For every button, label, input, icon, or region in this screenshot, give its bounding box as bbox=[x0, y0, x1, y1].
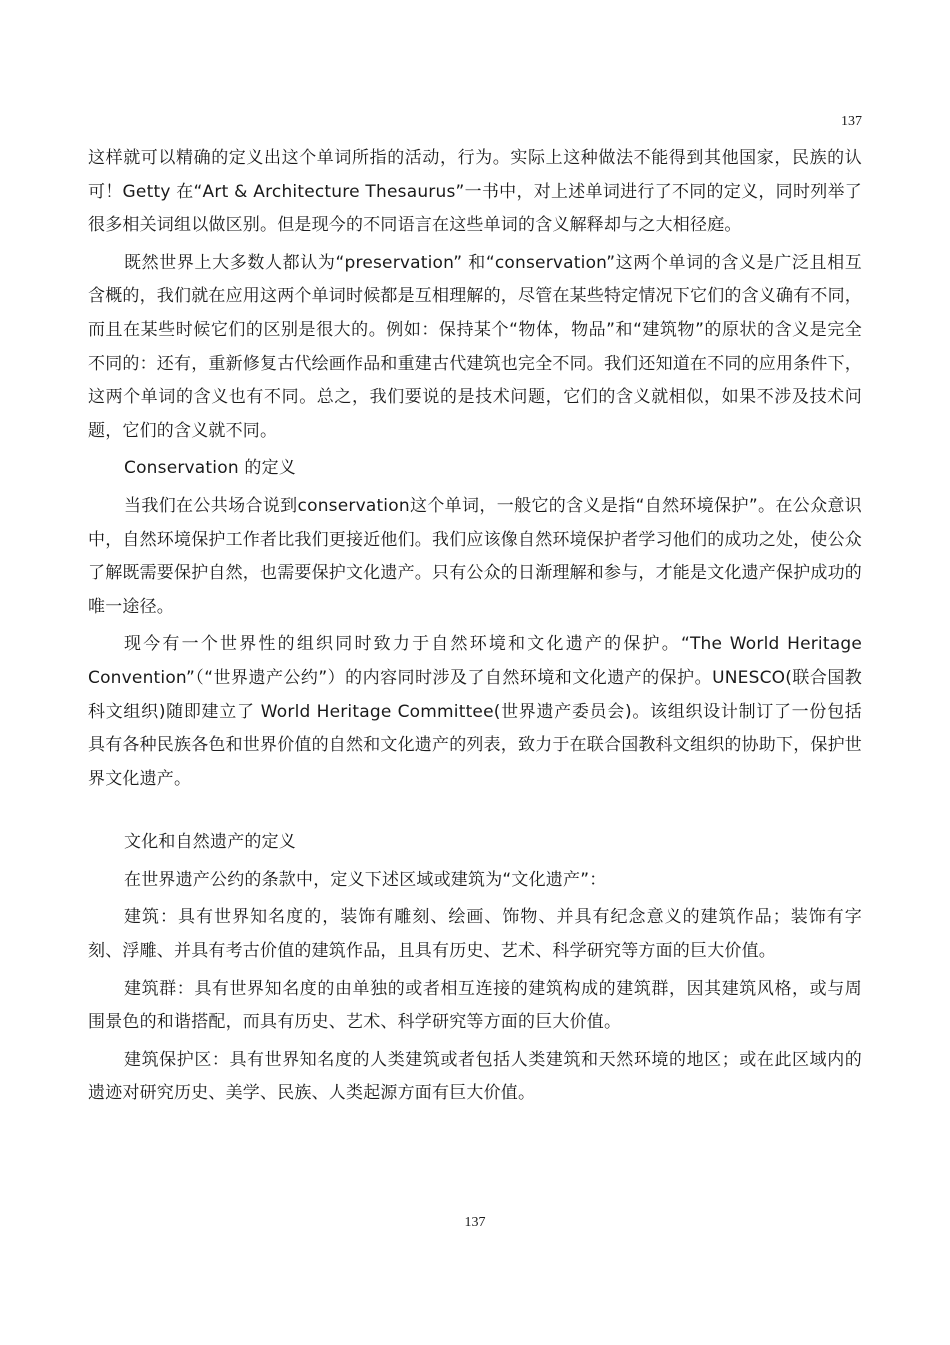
paragraph-building-groups: 建筑群：具有世界知名度的由单独的或者相互连接的建筑构成的建筑群，因其建筑风格，或与周围景色的和谐搭配，而具有历史、艺术、科学研究等方面的巨大价值。 bbox=[88, 978, 862, 1033]
paragraph-convention-terms: 在世界遗产公约的条款中，定义下述区域或建筑为“文化遗产”： bbox=[124, 869, 607, 890]
section-gap bbox=[88, 800, 862, 826]
page-number-bottom: 137 bbox=[464, 1215, 486, 1230]
paragraph-buildings: 建筑：具有世界知名度的，装饰有雕刻、绘画、饰物、并具有纪念意义的建筑作品；装饰有字刻、浮雕、并具有考古价值的建筑作品，且具有历史、艺术、科学研究等方面的巨大价值。 bbox=[88, 907, 862, 962]
paragraph-world-heritage: 现今有一个世界性的组织同时致力于自然环境和文化遗产的保护。“The World Heritage Convention”（“世界遗产公约”）的内容同时涉及了自然环境和文化遗产的保护。UNESCO(联合国教科文组织)随即建立了 World Heritage Committee(世界遗产委员会)。该组织设计制订了一份包括具有各种民族各色和世界价值的自然和文化遗产的列表，致力于在联合国教科文组织的协助下，保护世界文化遗产。 bbox=[88, 634, 862, 789]
heading-heritage-definition: 文化和自然遗产的定义 bbox=[124, 832, 296, 853]
paragraph-public-conservation: 当我们在公共场合说到conservation这个单词，一般它的含义是指“自然环境保护”。在公众意识中，自然环境保护工作者比我们更接近他们。我们应该像自然环境保护者学习他们的成功之处，使公众了解既需要保护自然，也需要保护文化遗产。只有公众的日渐理解和参与，才能是文化遗产保护成功的唯一途径。 bbox=[88, 495, 862, 617]
paragraph-preservation-conservation: 既然世界上大多数人都认为“preservation” 和“conservation”这两个单词的含义是广泛且相互含概的，我们就在应用这两个单词时候都是互相理解的，尽管在某些特定情况下它们的含义确有不同，而且在某些时候它们的区别是很大的。例如：保持某个“物体，物品”和“建筑物”的原状的含义是完全不同的：还有，重新修复古代绘画作品和重建古代建筑也完全不同。我们还知道在不同的应用条件下，这两个单词的含义也有不同。总之，我们要说的是技术问题，它们的含义就相似，如果不涉及技术问题，它们的含义就不同。 bbox=[88, 252, 862, 441]
document-body bbox=[88, 142, 862, 1115]
paragraph-continuation: 这样就可以精确的定义出这个单词所指的活动，行为。实际上这种做法不能得到其他国家，民族的认可！Getty 在“Art & Architecture Thesaurus”一书中，对上述单词进行了不同的定义，同时列举了很多相关词组以做区别。但是现今的不同语言在这些单词的含义解释却与之大相径庭。 bbox=[88, 148, 862, 236]
heading-conservation-definition: Conservation 的定义 bbox=[124, 458, 296, 479]
page-number-top: 137 bbox=[841, 114, 862, 129]
paragraph-protected-areas: 建筑保护区：具有世界知名度的人类建筑或者包括人类建筑和天然环境的地区；或在此区域内的遗迹对研究历史、美学、民族、人类起源方面有巨大价值。 bbox=[88, 1049, 862, 1104]
